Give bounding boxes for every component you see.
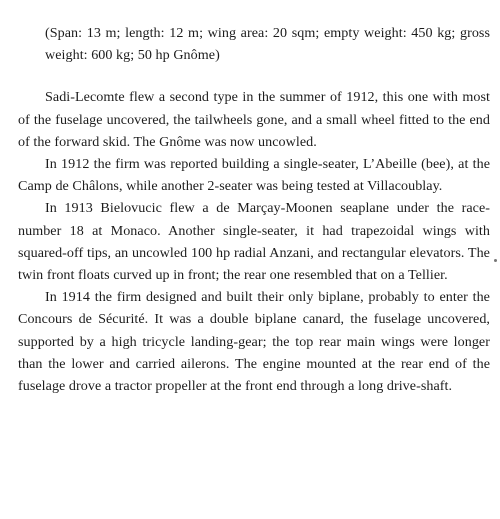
specifications-text: (Span: 13 m; length: 12 m; wing area: 20 sqm; empty weight: 450 kg; gross weight: 600 kg; 50 hp Gnôme) xyxy=(45,25,490,64)
paragraph-1: Sadi-Lecomte flew a second type in the summer of 1912, this one with most of the fuselage uncovered, the tailwheels gone, and a small wheel fitted to the end of the forward skid. The Gnôme was now uncowled. xyxy=(18,89,490,150)
paragraph-4: In 1914 the firm designed and built their only biplane, probably to enter the Concours de Sécurité. It was a double biplane canard, the fuselage uncovered, supported by a high tricycle landing-gear; the top rear main wings were longer than the lower and carried ailerons. The engine mounted at the rear end of the fuselage drove a tractor propeller at the front end through a long drive-shaft. xyxy=(18,289,490,395)
scan-speck xyxy=(494,259,497,262)
paragraph-gap xyxy=(18,66,490,86)
paragraph-2: In 1912 the firm was reported building a single-seater, L’Abeille (bee), at the Camp de Châlons, while another 2-seater was being tested at Villacoublay. xyxy=(18,156,490,195)
paragraph-3: In 1913 Bielovucic flew a de Marçay-Moonen seaplane under the race-number 18 at Monaco. Another single-seater, it had trapezoidal wings with squared-off tips, an uncowled 100 hp radial Anzani, and rectangular elevators. The twin front floats curved up in front; the rear one resembled that on a Tellier. xyxy=(18,200,490,284)
